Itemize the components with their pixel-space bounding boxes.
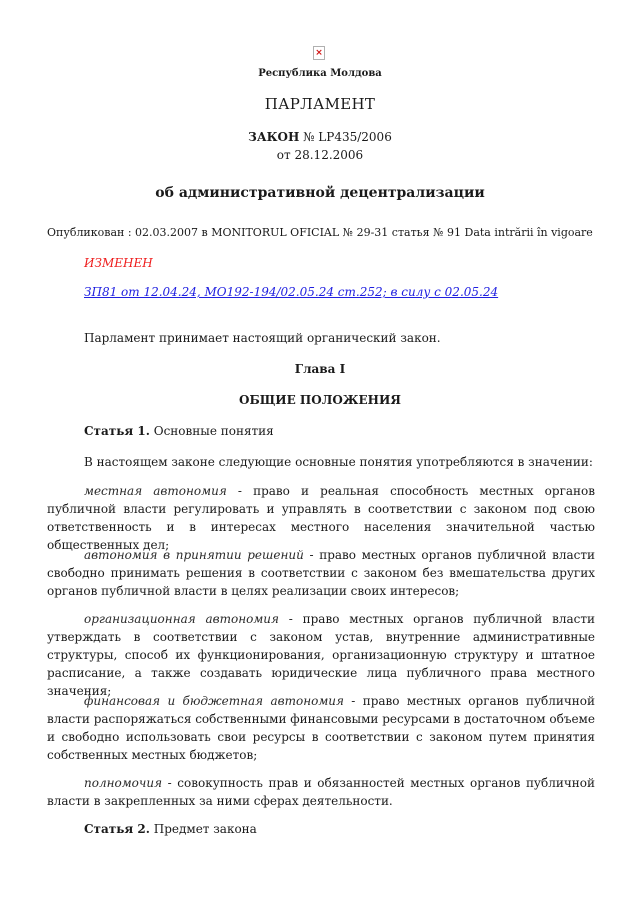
- article-1-title: Основные понятия: [149, 424, 274, 438]
- definition-decision-autonomy: [47, 546, 595, 600]
- definition-financial-autonomy: [47, 692, 595, 764]
- article-2-title: Предмет закона: [149, 822, 257, 836]
- amendment-link[interactable]: ЗП81 от 12.04.24, MO192-194/02.05.24 ст.252; в силу с 02.05.24: [84, 285, 499, 299]
- preamble: Парламент принимает настоящий органический закон.: [84, 331, 441, 345]
- article-1-heading: [84, 424, 274, 438]
- chapter-number: Глава I: [294, 362, 346, 376]
- broken-image-icon: ×: [313, 46, 325, 60]
- article-1-intro: В настоящем законе следующие основные понятия употребляются в значении:: [84, 455, 593, 469]
- law-title: об административной децентрализации: [155, 185, 485, 201]
- parliament-heading: ПАРЛАМЕНТ: [264, 95, 376, 113]
- republic-name: Республика Молдова: [258, 68, 382, 79]
- definition-text: - право местных органов публичной власти утверждать в соответствии с законом устав, внутренние административные структуры, способ их функционирования, организационную структуру и штатное расписание, а также создавать юридические лица публичного права местного значения;: [47, 612, 595, 698]
- law-number: [0, 130, 640, 144]
- definition-powers: [47, 774, 595, 810]
- definition-term: финансовая и бюджетная автономия: [84, 694, 344, 708]
- definition-organizational-autonomy: [47, 610, 595, 700]
- article-2-label: Статья 2.: [84, 822, 150, 836]
- definition-term: местная автономия: [84, 484, 227, 498]
- definition-term: автономия в принятии решений: [84, 548, 304, 562]
- law-number-value: № LP435/2006: [299, 130, 392, 144]
- definition-text: - право и реальная способность местных органов публичной власти регулировать и управлять в соответствии с законом под свою ответственность и в интересах местного населения значительной частью общественных дел;: [47, 484, 595, 552]
- amendment-status: ИЗМЕНЕН: [84, 256, 153, 270]
- definition-text: - совокупность прав и обязанностей местных органов публичной власти в закрепленных за ними сферах деятельности.: [47, 776, 595, 808]
- article-1-label: Статья 1.: [84, 424, 150, 438]
- law-label: ЗАКОН: [248, 130, 300, 144]
- definition-term: организационная автономия: [84, 612, 279, 626]
- definition-text: - право местных органов публичной власти свободно принимать решения в соответствии с законом без вмешательства других органов публичной власти в целях реализации своих интересов;: [47, 548, 595, 598]
- chapter-title: ОБЩИЕ ПОЛОЖЕНИЯ: [239, 393, 401, 407]
- definition-text: - право местных органов публичной власти распоряжаться собственными финансовыми ресурсами в достаточном объеме и свободно использовать свои ресурсы в соответствии с законом путем принятия собственных местных бюджетов;: [47, 694, 596, 762]
- law-date: от 28.12.2006: [276, 148, 364, 162]
- article-2-heading: [84, 822, 257, 836]
- publication-info: Опубликован : 02.03.2007 в MONITORUL OFICIAL № 29-31 статья № 91 Data intrării în vigoare: [47, 226, 593, 239]
- definition-local-autonomy: [47, 482, 595, 554]
- definition-term: полномочия: [84, 776, 163, 790]
